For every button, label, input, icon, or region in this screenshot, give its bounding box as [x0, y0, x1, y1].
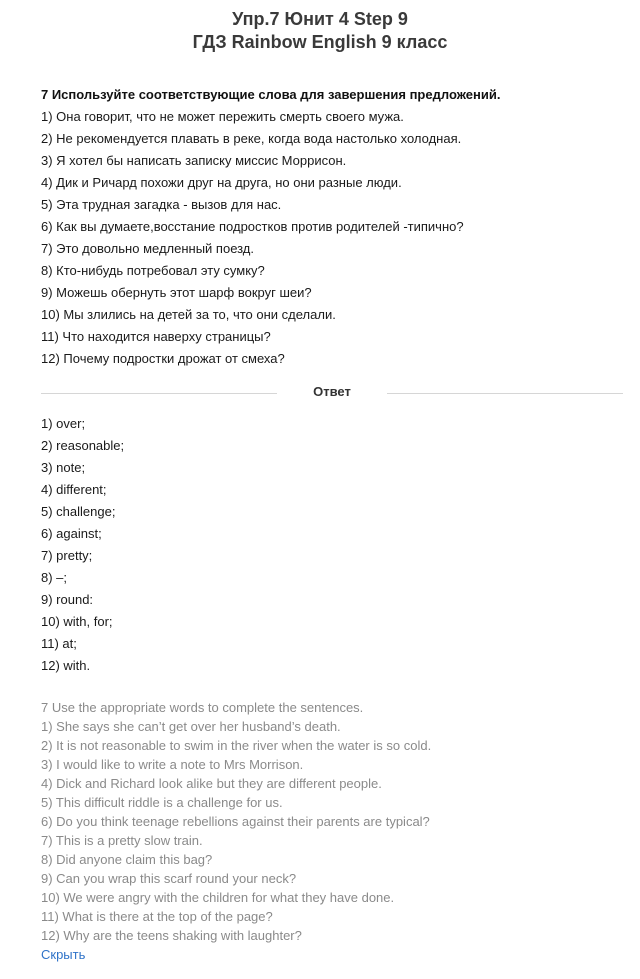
translation-line: 3) I would like to write a note to Mrs Morrison. — [41, 757, 304, 772]
task-sentence: 9) Можешь обернуть этот шарф вокруг шеи? — [41, 285, 312, 300]
answer-item: 9) round: — [41, 592, 94, 607]
task-sentence: 10) Мы злились на детей за то, что они сделали. — [41, 307, 336, 322]
translation-line: 8) Did anyone claim this bag? — [41, 852, 213, 867]
answer-item: 12) with. — [41, 658, 91, 673]
answer-item: 4) different; — [41, 482, 107, 497]
task-sentence: 7) Это довольно медленный поезд. — [41, 241, 255, 256]
hide-translation-link[interactable]: Скрыть — [41, 947, 86, 962]
answer-list — [41, 413, 630, 677]
answer-item: 5) challenge; — [41, 504, 116, 519]
task-sentence: 1) Она говорит, что не может пережить смерть своего мужа. — [41, 109, 404, 124]
translation-line: 6) Do you think teenage rebellions against their parents are typical? — [41, 814, 430, 829]
translation-line: 7 Use the appropriate words to complete the sentences. — [41, 700, 364, 715]
answer-divider — [41, 383, 623, 403]
task-sentence: 3) Я хотел бы написать записку миссис Моррисон. — [41, 153, 347, 168]
task-sentence: 12) Почему подростки дрожат от смеха? — [41, 351, 285, 366]
answer-item: 2) reasonable; — [41, 438, 125, 453]
translation-line: 5) This difficult riddle is a challenge for us. — [41, 795, 283, 810]
answer-item: 3) note; — [41, 460, 86, 475]
answer-item: 1) over; — [41, 416, 86, 431]
translation-line: 4) Dick and Richard look alike but they are different people. — [41, 776, 382, 791]
translation-line: 12) Why are the teens shaking with laughter? — [41, 928, 302, 943]
answer-item: 7) pretty; — [41, 548, 93, 563]
translation-block — [41, 698, 630, 965]
task-header: 7 Используйте соответствующие слова для завершения предложений. — [41, 87, 501, 102]
translation-line: 10) We were angry with the children for what they have done. — [41, 890, 395, 905]
translation-line: 1) She says she can’t get over her husband’s death. — [41, 719, 341, 734]
answer-item: 8) –; — [41, 570, 68, 585]
task-sentence: 6) Как вы думаете,восстание подростков против родителей -типично? — [41, 219, 464, 234]
translation-line: 9) Can you wrap this scarf round your neck? — [41, 871, 297, 886]
answer-label: Ответ — [313, 384, 351, 399]
divider-rule-right — [387, 393, 623, 394]
task-block — [41, 84, 630, 370]
answer-item: 10) with, for; — [41, 614, 113, 629]
translation-line: 7) This is a pretty slow train. — [41, 833, 203, 848]
answer-item: 11) at; — [41, 636, 77, 651]
page-title — [0, 8, 640, 54]
task-sentence: 5) Эта трудная загадка - вызов для нас. — [41, 197, 282, 212]
page-title-line-1: Упр.7 Юнит 4 Step 9 — [232, 9, 408, 29]
task-sentence: 8) Кто-нибудь потребовал эту сумку? — [41, 263, 265, 278]
translation-line: 2) It is not reasonable to swim in the river when the water is so cold. — [41, 738, 432, 753]
translation-line: 11) What is there at the top of the page? — [41, 909, 273, 924]
answer-item: 6) against; — [41, 526, 102, 541]
task-sentence: 11) Что находится наверху страницы? — [41, 329, 271, 344]
page-title-line-2: ГДЗ Rainbow English 9 класс — [192, 32, 448, 52]
task-sentence: 2) Не рекомендуется плавать в реке, когда вода настолько холодная. — [41, 131, 462, 146]
divider-rule-left — [41, 393, 277, 394]
task-sentence: 4) Дик и Ричард похожи друг на друга, но они разные люди. — [41, 175, 402, 190]
